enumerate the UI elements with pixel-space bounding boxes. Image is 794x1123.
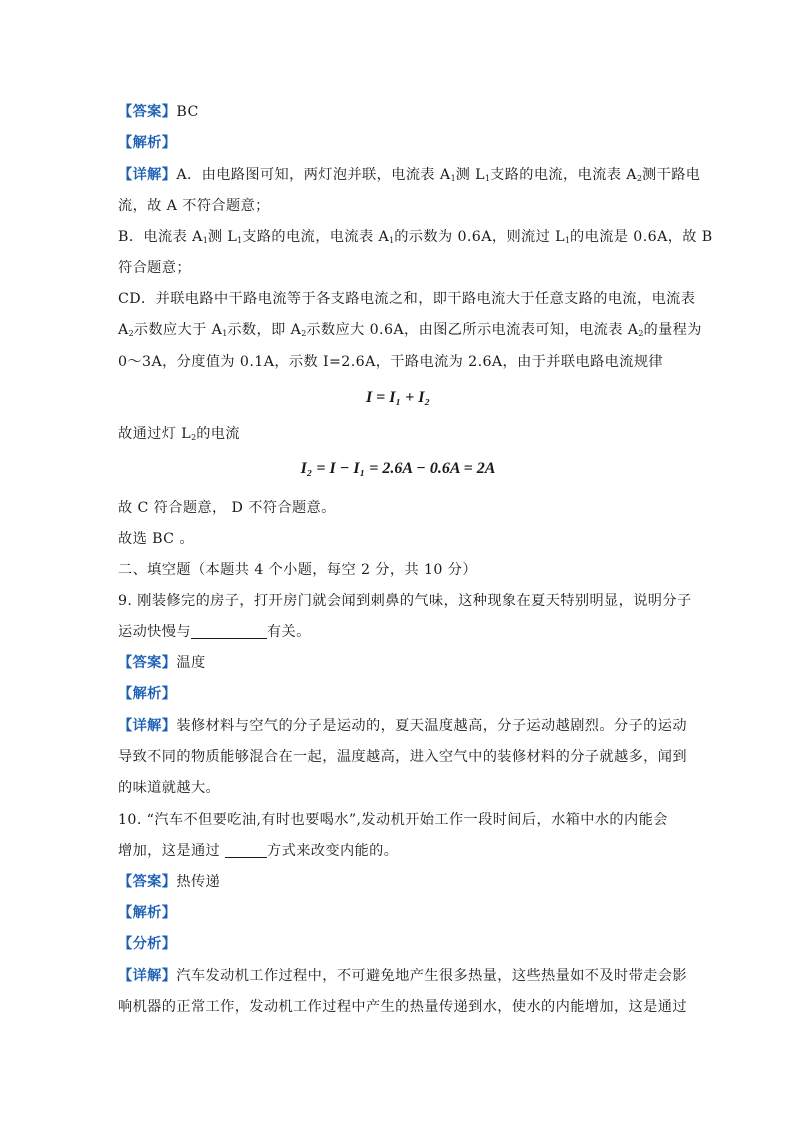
q8-b-line-1: B．电流表 $A_1$测 $L_1$支路的电流，电流表 $A_1$的示数为 0.6A，则流过 $L_1$的电流是 0.6A，故 B xyxy=(118,229,713,245)
q9-line-2: 运动快慢与 有关。 xyxy=(118,624,311,640)
q9-line-1: 9. 刚装修完的房子，打开房门就会闻到刺鼻的气味，这种现象在夏天特别明显，说明分子 xyxy=(118,593,692,609)
q10-line-2: 增加，这是通过 方式来改变内能的。 xyxy=(118,843,399,859)
answer-blank xyxy=(191,624,267,639)
q8-cd-line-2: $A_2$示数应大于 $A_1$示数，即 $A_2$示数应大 0.6A，由图乙所示电流表可知，电流表 $A_2$的量程为 xyxy=(118,322,702,338)
q8-detail-line-2: 流，故 A 不符合题意； xyxy=(118,198,270,214)
q8-cd-line-3: 0～3A，分度值为 0.1A，示数 I=2.6A，干路电流为 2.6A，由于并联电路电流规律 xyxy=(118,354,664,370)
q9-answer-line: 【答案】温度 xyxy=(118,655,206,671)
q8-detail-line-1: 【详解】A．由电路图可知，两灯泡并联，电流表 $A_1$测 $L_1$支路的电流，电流表 $A_2$测干路电 xyxy=(118,167,701,183)
q8-choose-line: 故选 BC 。 xyxy=(118,531,194,547)
q10-answer: 热传递 xyxy=(176,874,221,890)
q10-line-1: 10. “汽车不但要吃油,有时也要喝水”,发动机开始工作一段时间后，水箱中水的内能会 xyxy=(118,812,668,828)
q10-detail-line-1: 【详解】汽车发动机工作过程中，不可避免地产生很多热量，这些热量如不及时带走会影 xyxy=(118,968,687,984)
q9-answer: 温度 xyxy=(176,655,206,671)
formula-l2-current: I₂ = I − I₁ = 2.6A − 0.6A = 2A xyxy=(300,460,496,477)
section-title: 二、填空题（本题共 4 个小题，每空 2 分，共 10 分） xyxy=(118,562,477,578)
q9-analysis-tag: 【解析】 xyxy=(118,686,177,702)
answer-blank xyxy=(225,843,267,858)
q10-analysis-tag: 【解析】 xyxy=(118,905,177,921)
q10-answer-line: 【答案】热传递 xyxy=(118,874,221,890)
q8-c-line: 故 C 符合题意， D 不符合题意。 xyxy=(118,500,336,516)
q9-detail-line-1: 【详解】装修材料与空气的分子是运动的，夏天温度越高，分子运动越剧烈。分子的运动 xyxy=(118,718,687,734)
q8-cd-line-1: CD．并联电路中干路电流等于各支路电流之和，即干路电流大于任意支路的电流，电流表 xyxy=(118,291,696,307)
q9-detail-line-2: 导致不同的物质能够混合在一起，温度越高，进入空气中的装修材料的分子就越多，闻到 xyxy=(118,749,687,765)
q8-l2-line: 故通过灯 $L_2$的电流 xyxy=(118,426,240,442)
q8-analysis-tag: 【解析】 xyxy=(118,135,177,151)
q10-fenxi-tag: 【分析】 xyxy=(118,936,177,952)
q10-detail-line-2: 响机器的正常工作，发动机工作过程中产生的热量传递到水，使水的内能增加，这是通过 xyxy=(118,999,687,1015)
answer-tag: 【答案】 xyxy=(118,104,177,120)
q8-answer-line xyxy=(118,103,199,121)
formula-current-sum: I = I₁ + I₂ xyxy=(365,389,431,406)
q9-detail-line-3: 的味道就越大。 xyxy=(118,780,221,796)
q8-answer: BC xyxy=(176,104,199,120)
q8-b-line-2: 符合题意； xyxy=(118,260,191,276)
